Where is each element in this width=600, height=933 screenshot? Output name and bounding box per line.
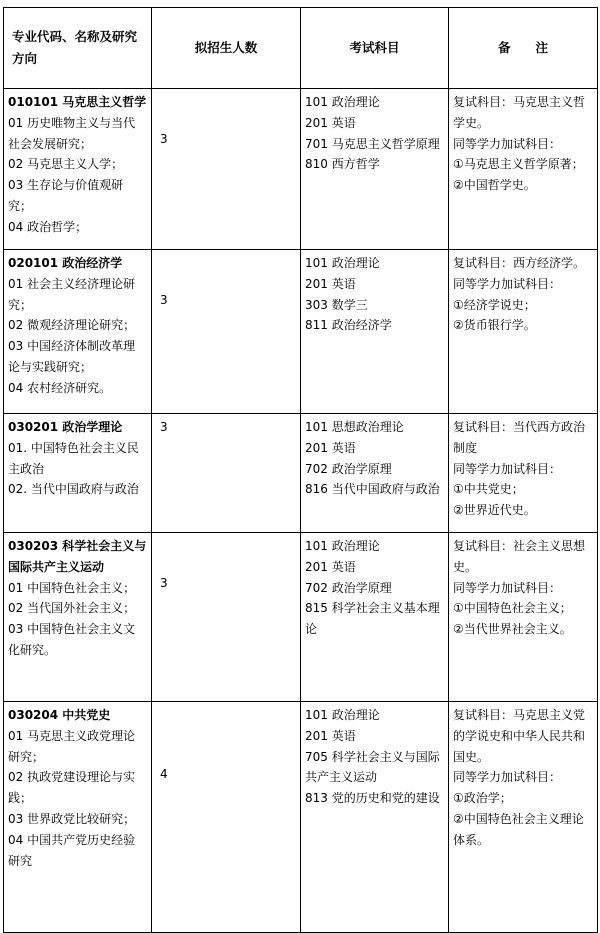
remark-line: 同等学力加试科目：	[453, 461, 562, 476]
direction-line: 社会发展研究；	[8, 136, 93, 151]
remark-line: ①政治学；	[453, 791, 512, 806]
direction-line: 03 生存论与价值观研究；	[8, 178, 124, 213]
subject-line: 303 数学三	[305, 297, 368, 312]
direction-line: 01 历史唯物主义与当代	[8, 115, 136, 130]
quota-cell	[152, 250, 301, 414]
major-cell	[4, 89, 152, 250]
remark-line: 复试科目：马克思主义党	[453, 708, 586, 722]
subject-line: 201 英语	[305, 115, 356, 130]
direction-line: 研究；	[8, 749, 45, 764]
admissions-table	[3, 7, 598, 933]
subject-line: 811 政治经济学	[305, 318, 392, 333]
remark-line: ①中共党史；	[453, 482, 524, 497]
remarks-cell	[449, 89, 598, 250]
direction-line: 践；	[8, 791, 33, 806]
remark-line: 国史。	[453, 749, 490, 764]
header-row	[4, 8, 598, 89]
subjects-cell	[301, 250, 449, 414]
major-code: 030203 科学社会主义与国际共产主义运动	[8, 539, 147, 574]
subject-line: 201 英语	[305, 276, 356, 291]
major-code: 010101 马克思主义哲学	[8, 95, 147, 109]
remark-line: 史。	[453, 559, 478, 574]
remark-line: 复试科目：社会主义思想	[453, 539, 586, 553]
major-code: 020101 政治经济学	[8, 256, 123, 270]
direction-line: 化研究。	[8, 642, 57, 657]
subject-line: 705 科学社会主义与国际	[305, 749, 440, 764]
major-code: 030201 政治学理论	[8, 420, 123, 434]
subjects-cell	[301, 702, 449, 933]
subject-line: 702 政治学原理	[305, 461, 392, 476]
remark-line: ①经济学说史；	[453, 297, 536, 312]
subject-line: 101 政治理论	[305, 539, 380, 553]
quota-value: 3	[160, 132, 168, 146]
remark-line: ②中国特色社会主义理论	[453, 811, 584, 826]
direction-line: 论与实践研究；	[8, 359, 93, 374]
table-row	[4, 702, 598, 933]
subject-line: 816 当代中国政府与政治	[305, 482, 440, 497]
major-cell	[4, 702, 152, 933]
direction-line: 03 世界政党比较研究；	[8, 811, 136, 826]
direction-line: 01. 中国特色社会主义民	[8, 440, 139, 455]
remark-line: 体系。	[453, 832, 490, 847]
subject-line: 共产主义运动	[305, 770, 378, 785]
subject-line: 101 政治理论	[305, 256, 380, 270]
remark-line: 同等学力加试科目：	[453, 580, 562, 595]
direction-line: 02 马克思主义人学；	[8, 157, 124, 172]
direction-line: 01 中国特色社会主义；	[8, 580, 136, 595]
subject-line: 101 政治理论	[305, 708, 380, 722]
subject-line: 810 西方哲学	[305, 157, 380, 172]
remarks-cell	[449, 533, 598, 702]
header-remarks: 备 注	[449, 8, 598, 89]
quota-cell	[152, 702, 301, 933]
direction-line: 01 马克思主义政党理论	[8, 728, 136, 743]
quota-value: 3	[160, 576, 168, 590]
subject-line: 701 马克思主义哲学原理	[305, 136, 440, 151]
table-row	[4, 414, 598, 533]
major-cell	[4, 414, 152, 533]
remark-line: ②中国哲学史。	[453, 178, 536, 193]
quota-cell	[152, 533, 301, 702]
quota-value: 3	[160, 293, 168, 307]
remark-line: 制度	[453, 440, 478, 455]
direction-line: 03 中国经济体制改革理	[8, 339, 136, 354]
remark-line: ②当代世界社会主义。	[453, 622, 572, 637]
remark-line: 复试科目：当代西方政治	[453, 420, 586, 434]
remark-line: ①马克思主义哲学原著；	[453, 157, 584, 172]
remark-line: 学史。	[453, 115, 490, 130]
subject-line: 813 党的历史和党的建设	[305, 791, 440, 806]
direction-line: 02 微观经济理论研究；	[8, 318, 136, 333]
direction-line: 研究	[8, 853, 33, 868]
subject-line: 论	[305, 622, 318, 637]
subject-line: 101 思想政治理论	[305, 420, 404, 434]
direction-line: 02 执政党建设理论与实	[8, 770, 136, 785]
direction-line: 01 社会主义经济理论研	[8, 276, 136, 291]
remarks-cell	[449, 250, 598, 414]
major-cell	[4, 250, 152, 414]
remark-line: ②货币银行学。	[453, 318, 536, 333]
major-cell	[4, 533, 152, 702]
remark-line: 同等学力加试科目：	[453, 276, 562, 291]
header-subjects: 考试科目	[301, 8, 449, 89]
subjects-cell	[301, 414, 449, 533]
quota-value: 4	[160, 767, 168, 781]
table-row	[4, 533, 598, 702]
remark-line: 同等学力加试科目：	[453, 770, 562, 785]
remark-line: 复试科目：西方经济学。	[453, 256, 586, 270]
remark-line: 复试科目：马克思主义哲	[453, 95, 586, 109]
subjects-cell	[301, 533, 449, 702]
table-row	[4, 89, 598, 250]
subject-line: 815 科学社会主义基本理	[305, 601, 440, 616]
remark-line: 的学说史和中华人民共和	[453, 728, 586, 743]
quota-cell	[152, 414, 301, 533]
direction-line: 02. 当代中国政府与政治	[8, 482, 139, 497]
quota-value: 3	[160, 420, 168, 434]
direction-line: 02 当代国外社会主义；	[8, 601, 136, 616]
direction-line: 04 农村经济研究。	[8, 380, 112, 395]
major-code: 030204 中共党史	[8, 708, 111, 722]
remark-line: 同等学力加试科目：	[453, 136, 562, 151]
quota-cell	[152, 89, 301, 250]
direction-line: 04 政治哲学；	[8, 219, 88, 234]
remarks-cell	[449, 702, 598, 933]
subject-line: 201 英语	[305, 728, 356, 743]
direction-line: 04 中国共产党历史经验	[8, 832, 136, 847]
subject-line: 201 英语	[305, 559, 356, 574]
remark-line: ①中国特色社会主义；	[453, 601, 572, 616]
direction-line: 03 中国特色社会主义文	[8, 622, 136, 637]
remark-line: ②世界近代史。	[453, 503, 536, 518]
subjects-cell	[301, 89, 449, 250]
subject-line: 101 政治理论	[305, 95, 380, 109]
subject-line: 201 英语	[305, 440, 356, 455]
direction-line: 主政治	[8, 461, 45, 476]
header-major: 专业代码、名称及研究方向	[4, 8, 152, 89]
direction-line: 究；	[8, 297, 33, 312]
remarks-cell	[449, 414, 598, 533]
table-row	[4, 250, 598, 414]
subject-line: 702 政治学原理	[305, 580, 392, 595]
header-quota: 拟招生人数	[152, 8, 301, 89]
